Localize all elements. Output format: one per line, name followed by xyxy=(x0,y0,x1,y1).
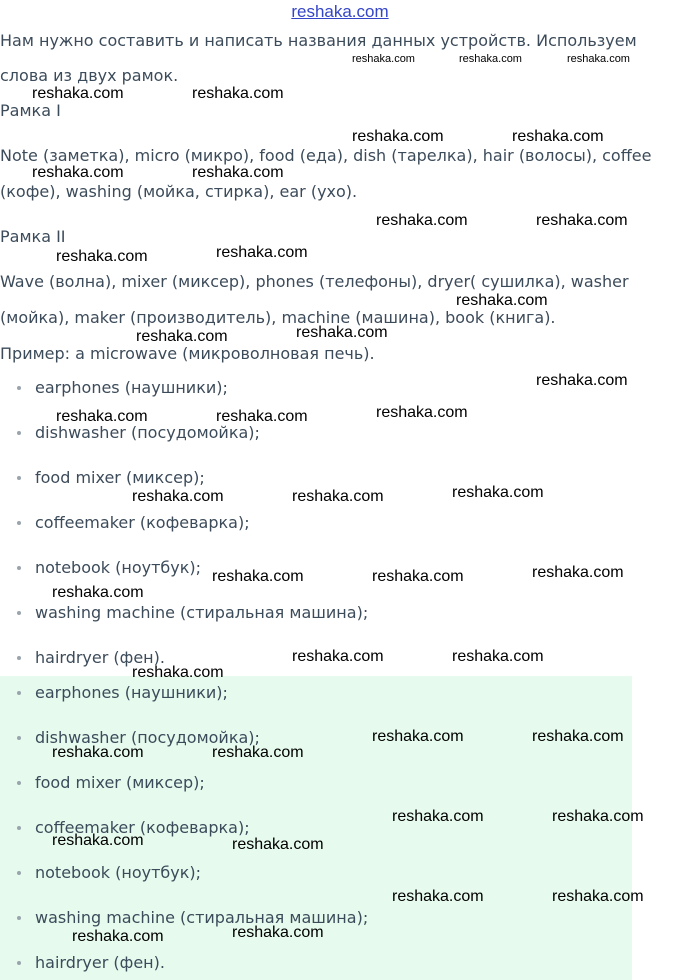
watermark-text: reshaka.com xyxy=(56,408,148,425)
bullet-dot xyxy=(17,871,21,875)
watermark-text: reshaka.com xyxy=(536,372,628,389)
watermark-text: reshaka.com xyxy=(532,728,624,745)
watermark-text: reshaka.com xyxy=(136,328,228,345)
bullet-dot xyxy=(17,566,21,570)
frame1-title: Рамка I xyxy=(0,101,61,120)
bullet-dot xyxy=(17,476,21,480)
watermark-text: reshaka.com xyxy=(352,128,444,145)
watermark-text: reshaka.com xyxy=(32,85,124,102)
watermark-text: reshaka.com xyxy=(352,53,415,65)
watermark-text: reshaka.com xyxy=(296,324,388,341)
bullet-dot xyxy=(17,611,21,615)
page-header xyxy=(0,0,680,24)
watermark-text: reshaka.com xyxy=(372,568,464,585)
watermark-text: reshaka.com xyxy=(532,564,624,581)
watermark-text: reshaka.com xyxy=(212,744,304,761)
watermark-text: reshaka.com xyxy=(32,164,124,181)
watermark-text: reshaka.com xyxy=(132,488,224,505)
bullet-dot xyxy=(17,736,21,740)
watermark-text: reshaka.com xyxy=(72,928,164,945)
bullet-dot xyxy=(17,521,21,525)
watermark-text: reshaka.com xyxy=(552,808,644,825)
watermark-text: reshaka.com xyxy=(452,484,544,501)
watermark-text: reshaka.com xyxy=(536,212,628,229)
watermark-text: reshaka.com xyxy=(56,248,148,265)
bullet-dot xyxy=(17,961,21,965)
watermark-text: reshaka.com xyxy=(212,568,304,585)
watermark-text: reshaka.com xyxy=(452,648,544,665)
bullet-dot xyxy=(17,781,21,785)
frame2-line-1: Wave (волна), mixer (миксер), phones (телефоны), dryer( сушилка), washer xyxy=(0,272,629,291)
watermark-text: reshaka.com xyxy=(456,292,548,309)
site-link[interactable]: reshaka.com xyxy=(291,2,389,21)
watermark-text: reshaka.com xyxy=(512,128,604,145)
watermark-text: reshaka.com xyxy=(376,212,468,229)
watermark-text: reshaka.com xyxy=(567,53,630,65)
watermark-text: reshaka.com xyxy=(232,836,324,853)
watermark-text: reshaka.com xyxy=(192,85,284,102)
bullet-dot xyxy=(17,691,21,695)
frame1-line-2: (кофе), washing (мойка, стирка), ear (ухо). xyxy=(0,182,358,201)
watermark-text: reshaka.com xyxy=(52,584,144,601)
bullet-dot xyxy=(17,826,21,830)
frame2-line-2: (мойка), maker (производитель), machine (машина), book (книга). xyxy=(0,308,556,327)
frame2-title: Рамка II xyxy=(0,227,66,246)
watermark-text: reshaka.com xyxy=(292,648,384,665)
watermark-text: reshaka.com xyxy=(552,888,644,905)
watermark-text: reshaka.com xyxy=(392,888,484,905)
frame1-line-1: Note (заметка), micro (микро), food (еда), dish (тарелка), hair (волосы), coffee xyxy=(0,146,652,165)
watermark-text: reshaka.com xyxy=(392,808,484,825)
watermark-text: reshaka.com xyxy=(52,832,144,849)
watermark-text: reshaka.com xyxy=(232,924,324,941)
watermark-text: reshaka.com xyxy=(459,53,522,65)
intro-line-2: слова из двух рамок. xyxy=(0,66,179,85)
bullet-dot xyxy=(17,656,21,660)
bullet-dot xyxy=(17,431,21,435)
watermark-text: reshaka.com xyxy=(376,404,468,421)
intro-line-1: Нам нужно составить и написать названия данных устройств. Используем xyxy=(0,31,637,50)
bullet-dot xyxy=(17,386,21,390)
watermark-text: reshaka.com xyxy=(52,744,144,761)
watermark-text: reshaka.com xyxy=(192,164,284,181)
bullet-dot xyxy=(17,916,21,920)
watermark-text: reshaka.com xyxy=(372,728,464,745)
example-line: Пример: a microwave (микроволновая печь). xyxy=(0,344,375,363)
watermark-text: reshaka.com xyxy=(216,408,308,425)
watermark-text: reshaka.com xyxy=(292,488,384,505)
watermark-text: reshaka.com xyxy=(216,244,308,261)
watermark-text: reshaka.com xyxy=(132,664,224,681)
